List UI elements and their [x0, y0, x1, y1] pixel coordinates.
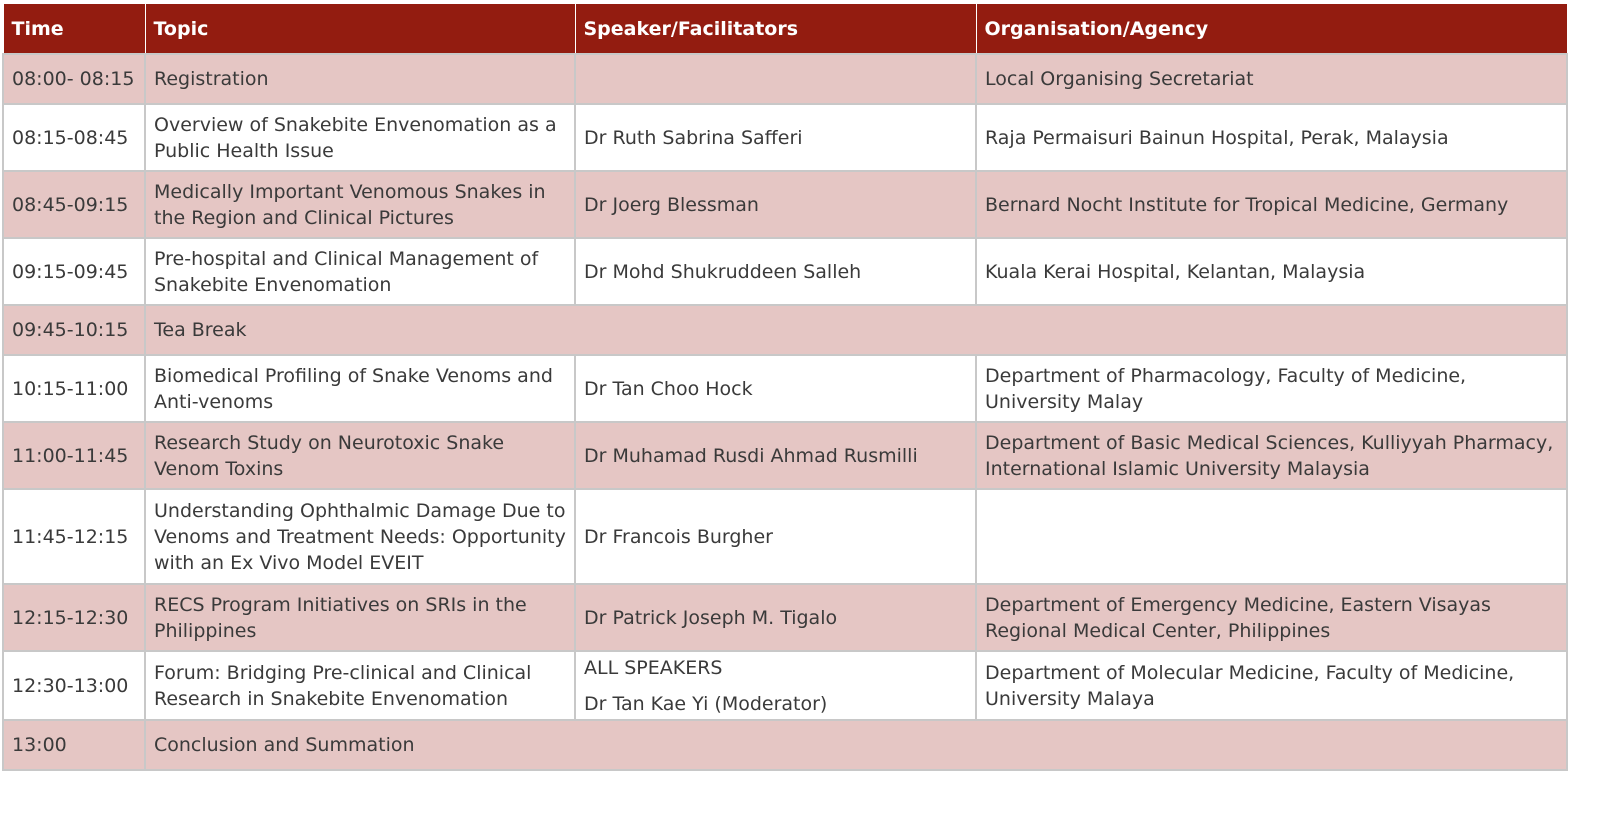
table-row: [3, 422, 1567, 489]
speaker-cell: [575, 54, 976, 104]
table-row: [3, 305, 1567, 355]
speaker-cell: Dr Mohd Shukruddeen Salleh: [575, 238, 976, 305]
organisation-cell: Bernard Nocht Institute for Tropical Medicine, Germany: [976, 171, 1567, 238]
time-cell: 12:15-12:30: [3, 584, 145, 651]
speaker-cell: Dr Ruth Sabrina Safferi: [575, 104, 976, 171]
time-cell: 09:45-10:15: [3, 305, 145, 355]
topic-cell: Conclusion and Summation: [145, 720, 1567, 770]
topic-cell: Registration: [145, 54, 575, 104]
topic-cell: Research Study on Neurotoxic Snake Venom Toxins: [145, 422, 575, 489]
topic-cell: Medically Important Venomous Snakes in the Region and Clinical Pictures: [145, 171, 575, 238]
organisation-cell: Department of Emergency Medicine, Eastern Visayas Regional Medical Center, Philippines: [976, 584, 1567, 651]
time-cell: 10:15-11:00: [3, 355, 145, 422]
header-topic: Topic: [145, 4, 575, 54]
topic-cell: Understanding Ophthalmic Damage Due to Venoms and Treatment Needs: Opportunity with an Ex Vivo Model EVEIT: [145, 489, 575, 584]
speaker-cell: Dr Muhamad Rusdi Ahmad Rusmilli: [575, 422, 976, 489]
moderator-line: Dr Tan Kae Yi (Moderator): [584, 692, 828, 715]
topic-cell: Biomedical Profiling of Snake Venoms and Anti-venoms: [145, 355, 575, 422]
topic-cell: RECS Program Initiatives on SRIs in the Philippines: [145, 584, 575, 651]
table-row: [3, 584, 1567, 651]
header-time: Time: [3, 4, 145, 54]
speaker-cell: Dr Francois Burgher: [575, 489, 976, 584]
time-cell: 08:45-09:15: [3, 171, 145, 238]
table-row: [3, 104, 1567, 171]
speaker-cell: Dr Patrick Joseph M. Tigalo: [575, 584, 976, 651]
time-cell: 08:15-08:45: [3, 104, 145, 171]
table-row: [3, 54, 1567, 104]
speaker-cell: Dr Joerg Blessman: [575, 171, 976, 238]
speaker-line: ALL SPEAKERS: [584, 656, 723, 679]
organisation-cell: Department of Basic Medical Sciences, Kulliyyah Pharmacy, International Islamic University Malaysia: [976, 422, 1567, 489]
organisation-cell: Department of Pharmacology, Faculty of Medicine, University Malay: [976, 355, 1567, 422]
speaker-cell: [575, 651, 976, 720]
organisation-cell: Department of Molecular Medicine, Faculty of Medicine, University Malaya: [976, 651, 1567, 720]
header-organisation: Organisation/Agency: [976, 4, 1567, 54]
topic-cell: Tea Break: [145, 305, 1567, 355]
time-cell: 11:45-12:15: [3, 489, 145, 584]
time-cell: 12:30-13:00: [3, 651, 145, 720]
topic-cell: Overview of Snakebite Envenomation as a Public Health Issue: [145, 104, 575, 171]
agenda-table-container: [2, 4, 1566, 771]
topic-cell: Pre-hospital and Clinical Management of Snakebite Envenomation: [145, 238, 575, 305]
time-cell: 08:00- 08:15: [3, 54, 145, 104]
table-row: [3, 720, 1567, 770]
organisation-cell: Kuala Kerai Hospital, Kelantan, Malaysia: [976, 238, 1567, 305]
table-row: [3, 238, 1567, 305]
time-cell: 13:00: [3, 720, 145, 770]
table-row: [3, 651, 1567, 720]
organisation-cell: Local Organising Secretariat: [976, 54, 1567, 104]
organisation-cell: Raja Permaisuri Bainun Hospital, Perak, Malaysia: [976, 104, 1567, 171]
time-cell: 11:00-11:45: [3, 422, 145, 489]
speaker-cell: Dr Tan Choo Hock: [575, 355, 976, 422]
agenda-table: [2, 4, 1568, 771]
table-row: [3, 355, 1567, 422]
table-row: [3, 171, 1567, 238]
time-cell: 09:15-09:45: [3, 238, 145, 305]
table-row: [3, 489, 1567, 584]
header-row: [3, 4, 1567, 54]
topic-cell: Forum: Bridging Pre-clinical and Clinical Research in Snakebite Envenomation: [145, 651, 575, 720]
organisation-cell: [976, 489, 1567, 584]
header-speaker: Speaker/Facilitators: [575, 4, 976, 54]
